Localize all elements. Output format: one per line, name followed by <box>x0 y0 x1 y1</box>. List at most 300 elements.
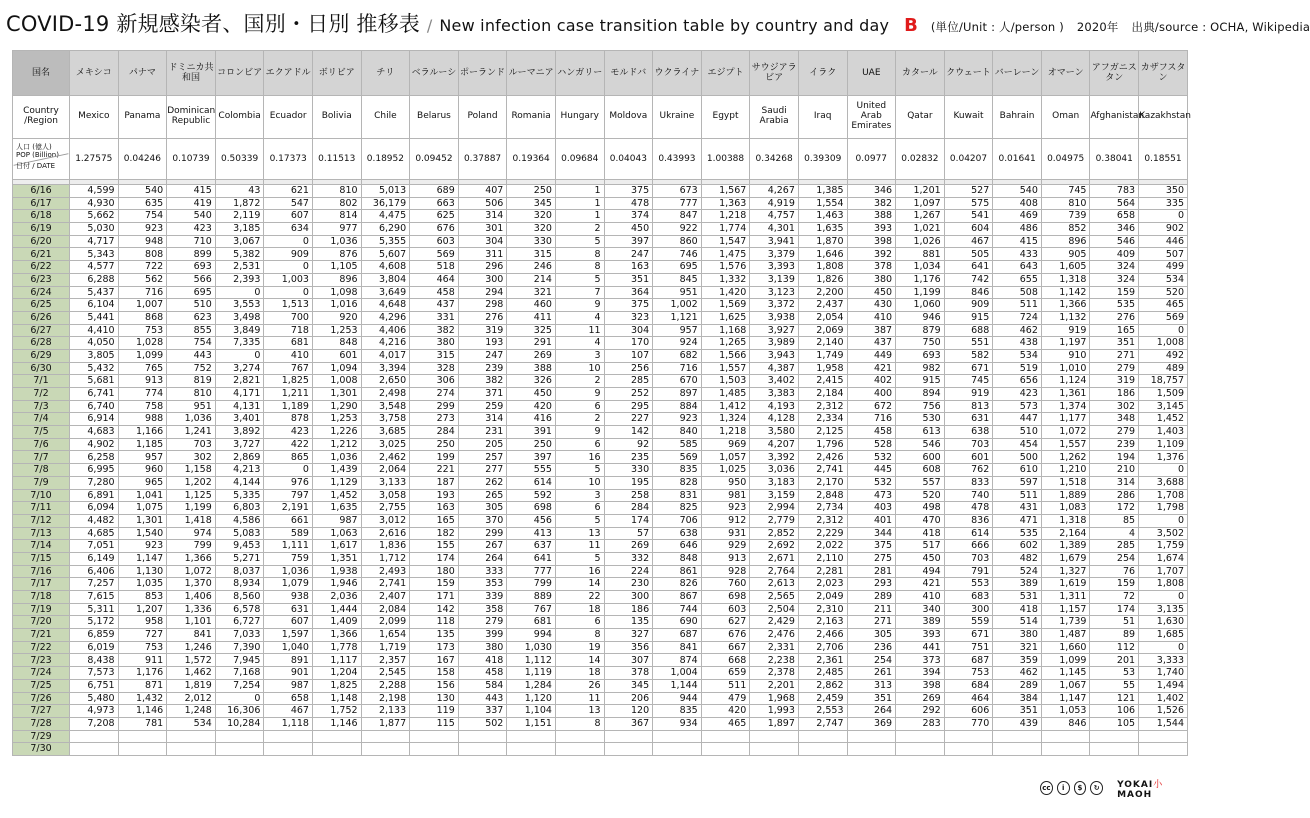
case-count-cell: 5 <box>555 552 604 565</box>
case-count-cell: 430 <box>847 299 896 312</box>
case-count-cell: 901 <box>264 667 313 680</box>
case-count-cell: 456 <box>507 514 556 527</box>
case-count-cell: 5,013 <box>361 185 410 198</box>
country-name-en: Chile <box>361 96 410 139</box>
population-value: 0.0977 <box>847 139 896 180</box>
case-count-cell: 458 <box>847 426 896 439</box>
date-cell: 6/28 <box>13 337 70 350</box>
case-count-cell: 1,028 <box>118 337 167 350</box>
case-count-cell: 1,207 <box>118 603 167 616</box>
case-count-cell: 326 <box>507 375 556 388</box>
case-count-cell: 387 <box>847 324 896 337</box>
case-count-cell: 2,238 <box>750 654 799 667</box>
case-count-cell: 762 <box>944 464 993 477</box>
case-count-cell: 3,938 <box>750 311 799 324</box>
case-count-cell: 799 <box>507 578 556 591</box>
case-count-cell: 393 <box>847 223 896 236</box>
case-count-cell: 1,146 <box>312 717 361 730</box>
case-count-cell: 716 <box>118 286 167 299</box>
case-count-cell: 391 <box>507 426 556 439</box>
case-count-cell: 3,159 <box>750 489 799 502</box>
case-count-cell <box>604 743 653 756</box>
case-count-cell: 1,540 <box>118 527 167 540</box>
case-count-cell: 1,808 <box>1139 578 1188 591</box>
case-count-cell: 569 <box>1139 311 1188 324</box>
table-row <box>13 565 1188 578</box>
case-count-cell: 777 <box>653 197 702 210</box>
case-count-cell: 592 <box>507 489 556 502</box>
case-count-cell: 1,462 <box>167 667 216 680</box>
case-count-cell: 158 <box>410 667 459 680</box>
table-row <box>13 743 1188 756</box>
case-count-cell: 19 <box>555 641 604 654</box>
case-count-cell: 257 <box>458 451 507 464</box>
case-count-cell: 585 <box>653 438 702 451</box>
case-count-cell: 2,331 <box>750 641 799 654</box>
case-count-cell: 739 <box>1041 210 1090 223</box>
case-count-cell: 4 <box>555 337 604 350</box>
date-cell: 7/3 <box>13 400 70 413</box>
date-cell: 7/14 <box>13 540 70 553</box>
case-count-cell: 6,019 <box>70 641 119 654</box>
case-count-cell: 11 <box>555 540 604 553</box>
case-count-cell: 1,318 <box>1041 273 1090 286</box>
case-count-cell: 876 <box>312 248 361 261</box>
case-count-cell: 1,485 <box>701 388 750 401</box>
case-count-cell: 534 <box>167 717 216 730</box>
table-row <box>13 502 1188 515</box>
case-count-cell: 1,157 <box>1041 603 1090 616</box>
case-count-cell: 1,168 <box>701 324 750 337</box>
case-count-cell: 3,392 <box>750 451 799 464</box>
population-value: 0.04975 <box>1041 139 1090 180</box>
case-count-cell: 4,930 <box>70 197 119 210</box>
case-count-cell: 447 <box>993 413 1042 426</box>
table-row <box>13 337 1188 350</box>
case-count-cell: 382 <box>410 324 459 337</box>
case-count-cell: 173 <box>410 641 459 654</box>
case-count-cell <box>701 730 750 743</box>
case-count-cell: 6,727 <box>215 616 264 629</box>
case-count-cell: 744 <box>653 603 702 616</box>
case-count-cell: 142 <box>410 603 459 616</box>
case-count-cell: 2,429 <box>750 616 799 629</box>
case-count-cell: 1,685 <box>1139 629 1188 642</box>
case-count-cell: 339 <box>458 591 507 604</box>
case-count-cell: 1,210 <box>1041 464 1090 477</box>
population-value: 0.18551 <box>1139 139 1188 180</box>
case-count-cell: 419 <box>167 197 216 210</box>
case-count-cell: 356 <box>604 641 653 654</box>
case-count-cell: 643 <box>993 261 1042 274</box>
case-count-cell: 527 <box>944 185 993 198</box>
date-cell: 7/21 <box>13 629 70 642</box>
case-count-cell: 4,685 <box>70 527 119 540</box>
case-count-cell: 399 <box>458 629 507 642</box>
case-count-cell: 2,741 <box>798 464 847 477</box>
case-count-cell <box>555 730 604 743</box>
case-count-cell: 546 <box>896 438 945 451</box>
table-row <box>13 426 1188 439</box>
date-cell: 7/25 <box>13 679 70 692</box>
case-count-cell <box>410 743 459 756</box>
case-count-cell: 1,938 <box>312 565 361 578</box>
title-english: New infection case transition table by country and day <box>439 16 890 35</box>
case-count-cell: 76 <box>1090 565 1139 578</box>
case-count-cell: 9,453 <box>215 540 264 553</box>
case-count-cell: 418 <box>458 654 507 667</box>
case-count-cell: 351 <box>847 692 896 705</box>
case-count-cell: 382 <box>847 197 896 210</box>
case-count-cell: 511 <box>993 299 1042 312</box>
case-count-cell: 276 <box>458 311 507 324</box>
case-count-cell: 304 <box>458 235 507 248</box>
case-count-cell: 307 <box>604 654 653 667</box>
case-count-cell: 458 <box>410 286 459 299</box>
case-count-cell <box>264 743 313 756</box>
case-count-cell: 1,248 <box>167 705 216 718</box>
case-count-cell: 814 <box>312 210 361 223</box>
case-count-cell: 1,509 <box>1139 388 1188 401</box>
case-count-cell: 384 <box>993 692 1042 705</box>
case-count-cell: 279 <box>1090 362 1139 375</box>
case-count-cell: 600 <box>896 451 945 464</box>
case-count-cell: 1,605 <box>1041 261 1090 274</box>
case-count-cell: 753 <box>944 667 993 680</box>
date-cell: 7/15 <box>13 552 70 565</box>
case-count-cell: 683 <box>944 591 993 604</box>
brand-right: MAOH <box>1117 789 1153 800</box>
case-count-cell: 18 <box>555 603 604 616</box>
case-count-cell: 7,051 <box>70 540 119 553</box>
case-count-cell: 4,296 <box>361 311 410 324</box>
case-count-cell: 668 <box>701 654 750 667</box>
case-count-cell <box>750 743 799 756</box>
case-count-cell: 5,382 <box>215 248 264 261</box>
table-row <box>13 540 1188 553</box>
case-count-cell: 977 <box>312 223 361 236</box>
case-count-cell: 2,545 <box>361 667 410 680</box>
case-count-cell: 3,402 <box>750 375 799 388</box>
case-count-cell: 1,376 <box>1139 451 1188 464</box>
case-count-cell: 205 <box>458 438 507 451</box>
case-count-cell: 465 <box>1139 299 1188 312</box>
population-value: 0.09452 <box>410 139 459 180</box>
case-count-cell: 469 <box>993 210 1042 223</box>
case-count-cell: 631 <box>264 603 313 616</box>
case-count-cell: 1,211 <box>264 388 313 401</box>
case-count-cell: 5,441 <box>70 311 119 324</box>
case-count-cell: 753 <box>118 324 167 337</box>
case-count-cell: 981 <box>701 489 750 502</box>
case-count-cell: 884 <box>653 400 702 413</box>
case-count-cell: 246 <box>507 261 556 274</box>
case-count-cell: 279 <box>458 616 507 629</box>
case-count-cell: 810 <box>312 185 361 198</box>
case-count-cell <box>604 730 653 743</box>
case-count-cell: 987 <box>264 679 313 692</box>
case-count-cell: 671 <box>944 362 993 375</box>
case-count-cell: 2 <box>555 375 604 388</box>
case-count-cell: 1,036 <box>264 565 313 578</box>
case-count-cell: 891 <box>264 654 313 667</box>
case-count-cell: 330 <box>604 464 653 477</box>
case-count-cell: 813 <box>944 400 993 413</box>
case-count-cell: 687 <box>944 654 993 667</box>
date-cell: 7/20 <box>13 616 70 629</box>
case-count-cell: 703 <box>167 438 216 451</box>
case-count-cell: 1,098 <box>312 286 361 299</box>
case-count-cell: 2,466 <box>798 629 847 642</box>
case-count-cell: 499 <box>1139 261 1188 274</box>
case-count-cell: 724 <box>993 311 1042 324</box>
case-count-cell: 4,577 <box>70 261 119 274</box>
table-row <box>13 311 1188 324</box>
case-count-cell: 1,034 <box>896 261 945 274</box>
case-count-cell: 1,409 <box>312 616 361 629</box>
case-count-cell: 465 <box>701 717 750 730</box>
case-count-cell: 881 <box>896 248 945 261</box>
case-count-cell: 658 <box>1090 210 1139 223</box>
case-count-cell: 919 <box>944 388 993 401</box>
case-count-cell <box>361 730 410 743</box>
case-count-cell: 1,825 <box>264 375 313 388</box>
case-count-cell: 194 <box>1090 451 1139 464</box>
case-count-cell: 2 <box>555 413 604 426</box>
case-count-cell: 874 <box>653 654 702 667</box>
case-count-cell: 2,393 <box>215 273 264 286</box>
population-value: 0.09684 <box>555 139 604 180</box>
case-count-cell: 2,426 <box>798 451 847 464</box>
case-count-cell: 410 <box>896 591 945 604</box>
case-count-cell: 6,751 <box>70 679 119 692</box>
case-count-cell: 847 <box>653 210 702 223</box>
country-name-ja: サウジアラビア <box>750 51 799 96</box>
case-count-cell: 4,648 <box>361 299 410 312</box>
case-count-cell: 301 <box>458 223 507 236</box>
case-count-cell: 393 <box>896 629 945 642</box>
case-count-cell: 703 <box>944 552 993 565</box>
case-count-cell: 700 <box>264 311 313 324</box>
case-count-cell: 951 <box>653 286 702 299</box>
case-count-cell: 2,565 <box>750 591 799 604</box>
case-count-cell: 3,804 <box>361 273 410 286</box>
case-count-cell: 783 <box>1090 185 1139 198</box>
case-count-cell: 375 <box>604 185 653 198</box>
case-count-cell: 3,123 <box>750 286 799 299</box>
cc-icon: cc <box>1040 781 1053 795</box>
case-count-cell: 2,485 <box>798 667 847 680</box>
date-cell: 6/25 <box>13 299 70 312</box>
case-count-cell: 353 <box>458 578 507 591</box>
case-count-cell: 4 <box>555 311 604 324</box>
case-count-cell: 1,324 <box>701 413 750 426</box>
case-count-cell: 517 <box>896 540 945 553</box>
date-cell: 7/17 <box>13 578 70 591</box>
case-count-cell: 250 <box>507 185 556 198</box>
case-count-cell: 1,007 <box>118 299 167 312</box>
case-count-cell: 8 <box>555 629 604 642</box>
case-count-cell: 51 <box>1090 616 1139 629</box>
case-count-cell: 470 <box>896 514 945 527</box>
case-count-cell: 1,513 <box>264 299 313 312</box>
case-count-cell: 261 <box>847 667 896 680</box>
case-count-cell: 5,437 <box>70 286 119 299</box>
case-count-cell: 0 <box>1139 210 1188 223</box>
country-name-en: Poland <box>458 96 507 139</box>
case-count-cell: 2,022 <box>798 540 847 553</box>
case-count-cell: 1,199 <box>896 286 945 299</box>
case-count-cell: 3,892 <box>215 426 264 439</box>
case-count-cell: 589 <box>264 527 313 540</box>
case-count-cell: 302 <box>167 451 216 464</box>
case-count-cell: 2,994 <box>750 502 799 515</box>
case-count-cell: 848 <box>312 337 361 350</box>
case-count-cell: 420 <box>507 400 556 413</box>
case-count-cell: 267 <box>458 540 507 553</box>
case-count-cell: 1,158 <box>167 464 216 477</box>
table-row <box>13 717 1188 730</box>
case-count-cell: 623 <box>167 311 216 324</box>
case-count-cell: 239 <box>458 362 507 375</box>
case-count-cell: 2,650 <box>361 375 410 388</box>
case-count-cell <box>118 743 167 756</box>
case-count-cell: 3,274 <box>215 362 264 375</box>
case-count-cell: 1,067 <box>1041 679 1090 692</box>
case-count-cell: 375 <box>847 540 896 553</box>
case-count-cell: 4,213 <box>215 464 264 477</box>
case-count-cell: 3,379 <box>750 248 799 261</box>
case-count-cell <box>944 743 993 756</box>
case-count-cell: 299 <box>458 527 507 540</box>
case-count-cell: 345 <box>604 679 653 692</box>
case-count-cell: 0 <box>264 261 313 274</box>
date-cell: 6/20 <box>13 235 70 248</box>
case-count-cell: 1,003 <box>264 273 313 286</box>
case-count-cell: 848 <box>653 552 702 565</box>
case-count-cell: 2,036 <box>312 591 361 604</box>
country-name-en: Qatar <box>896 96 945 139</box>
case-count-cell: 687 <box>653 629 702 642</box>
case-count-cell: 351 <box>604 273 653 286</box>
case-count-cell: 1,147 <box>1041 692 1090 705</box>
case-count-cell: 924 <box>653 337 702 350</box>
country-name-en: Afghanistan <box>1090 96 1139 139</box>
case-count-cell: 112 <box>1090 641 1139 654</box>
case-count-cell: 489 <box>1139 362 1188 375</box>
case-count-cell: 6,094 <box>70 502 119 515</box>
case-count-cell: 627 <box>701 616 750 629</box>
table-row <box>13 210 1188 223</box>
case-count-cell: 401 <box>847 514 896 527</box>
case-count-cell: 534 <box>993 349 1042 362</box>
case-count-cell: 1 <box>555 197 604 210</box>
case-count-cell: 919 <box>1041 324 1090 337</box>
case-count-cell: 1,197 <box>1041 337 1090 350</box>
case-count-cell: 2,357 <box>361 654 410 667</box>
case-count-cell: 439 <box>993 717 1042 730</box>
case-count-cell: 3,058 <box>361 489 410 502</box>
case-count-cell: 4,902 <box>70 438 119 451</box>
case-count-cell: 1,674 <box>1139 552 1188 565</box>
case-count-cell: 156 <box>410 679 459 692</box>
case-count-cell: 604 <box>944 223 993 236</box>
case-count-cell: 1,566 <box>701 349 750 362</box>
case-count-cell: 294 <box>458 286 507 299</box>
case-count-cell: 4,387 <box>750 362 799 375</box>
case-count-cell: 502 <box>458 717 507 730</box>
case-count-cell: 1,432 <box>118 692 167 705</box>
case-count-cell: 582 <box>944 349 993 362</box>
case-count-cell: 3,927 <box>750 324 799 337</box>
case-count-cell: 3,036 <box>750 464 799 477</box>
case-count-cell: 2,201 <box>750 679 799 692</box>
case-count-cell <box>167 730 216 743</box>
case-count-cell: 345 <box>507 197 556 210</box>
case-count-cell: 1,361 <box>1041 388 1090 401</box>
case-count-cell: 1,389 <box>1041 540 1090 553</box>
case-count-cell: 5 <box>555 235 604 248</box>
case-count-cell: 1,025 <box>701 464 750 477</box>
case-count-cell: 7,615 <box>70 591 119 604</box>
case-count-cell <box>458 743 507 756</box>
case-count-cell: 135 <box>410 629 459 642</box>
case-count-cell: 547 <box>264 197 313 210</box>
country-name-en: Iraq <box>798 96 847 139</box>
case-count-cell: 380 <box>410 337 459 350</box>
case-count-cell: 2,706 <box>798 641 847 654</box>
table-row <box>13 591 1188 604</box>
case-count-cell: 655 <box>993 273 1042 286</box>
case-count-cell: 165 <box>1090 324 1139 337</box>
case-count-cell: 2,764 <box>750 565 799 578</box>
case-count-cell: 382 <box>458 375 507 388</box>
case-count-cell: 965 <box>118 476 167 489</box>
case-count-cell: 302 <box>1090 400 1139 413</box>
population-value: 1.27575 <box>70 139 119 180</box>
date-cell: 7/10 <box>13 489 70 502</box>
case-count-cell: 321 <box>993 641 1042 654</box>
case-count-cell: 754 <box>118 210 167 223</box>
case-count-cell: 1,370 <box>167 578 216 591</box>
case-count-cell: 324 <box>1090 273 1139 286</box>
case-count-cell: 5 <box>555 464 604 477</box>
case-count-cell: 3,333 <box>1139 654 1188 667</box>
case-count-cell: 6,995 <box>70 464 119 477</box>
case-count-cell: 0 <box>215 349 264 362</box>
case-count-cell: 3,989 <box>750 337 799 350</box>
case-count-cell: 976 <box>264 476 313 489</box>
case-count-cell: 0 <box>264 235 313 248</box>
case-count-cell: 321 <box>507 286 556 299</box>
case-count-cell: 770 <box>944 717 993 730</box>
table-row <box>13 438 1188 451</box>
case-count-cell: 264 <box>847 705 896 718</box>
case-count-cell: 285 <box>604 375 653 388</box>
date-cell: 7/23 <box>13 654 70 667</box>
case-count-cell: 2,023 <box>798 578 847 591</box>
case-count-cell: 894 <box>896 388 945 401</box>
case-count-cell: 510 <box>167 299 216 312</box>
case-count-cell: 638 <box>944 426 993 439</box>
case-count-cell: 8,560 <box>215 591 264 604</box>
case-count-cell: 1,036 <box>312 235 361 248</box>
case-count-cell: 193 <box>458 337 507 350</box>
population-value: 0.17373 <box>264 139 313 180</box>
case-count-cell: 9 <box>555 388 604 401</box>
population-value: 0.01641 <box>993 139 1042 180</box>
case-count-cell: 5,335 <box>215 489 264 502</box>
